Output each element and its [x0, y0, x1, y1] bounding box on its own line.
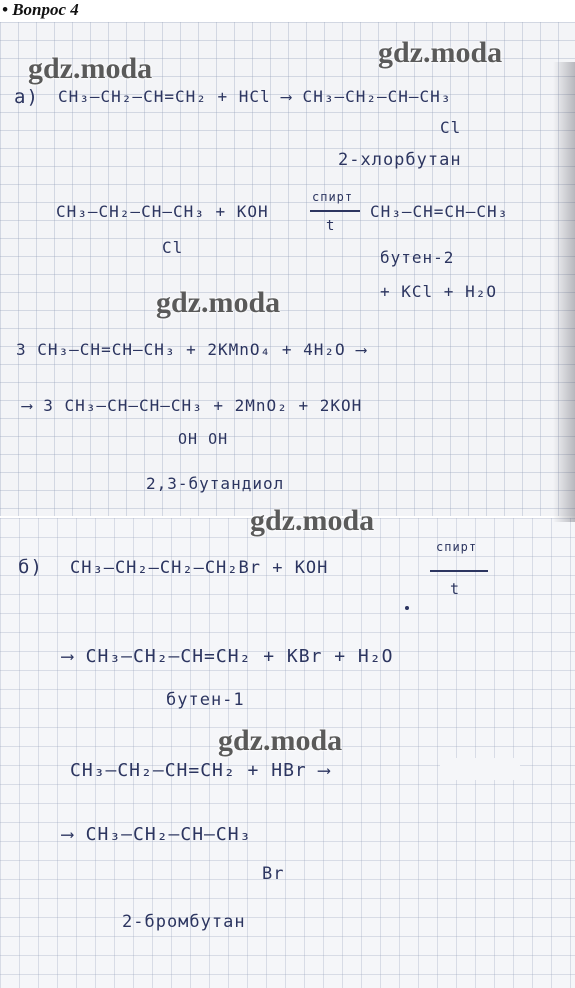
reaction-b4-substituent: Br: [262, 864, 285, 884]
product-name-a4: 2,3-бутандиол: [146, 474, 285, 493]
question-heading: • Вопрос 4: [2, 0, 79, 19]
watermark: gdz.moda: [250, 504, 375, 537]
reaction-b2: ⟶ CH₃–CH₂–CH=CH₂ + KBr + H₂O: [62, 646, 394, 667]
product-name-b4: 2-бромбутан: [122, 912, 246, 932]
ink-dot: [405, 606, 409, 610]
reaction-a2-product: CH₃–CH=CH–CH₃: [370, 202, 509, 221]
reaction-a2-substituent: Cl: [162, 238, 184, 257]
reaction-a2-condition-top: спирт: [312, 190, 354, 204]
product-name-b2: бутен-1: [166, 690, 245, 710]
part-a-label: а): [14, 86, 39, 108]
watermark: gdz.moda: [218, 724, 343, 757]
watermark: gdz.moda: [156, 286, 281, 319]
reaction-a1-substituent: Cl: [440, 118, 462, 137]
reaction-a2: CH₃–CH₂–CH–CH₃ + KOH: [56, 202, 269, 221]
product-name-a2: бутен-2: [380, 248, 455, 267]
product-name-a1: 2-хлорбутан: [338, 150, 462, 170]
page-edge-shadow: [553, 62, 575, 522]
reaction-a1: CH₃–CH₂–CH=CH₂ + HCl ⟶ CH₃–CH₂–CH–CH₃: [58, 87, 452, 106]
reaction-a4: ⟶ 3 CH₃–CH–CH–CH₃ + 2MnO₂ + 2KOH: [22, 396, 363, 415]
reaction-b1: CH₃–CH₂–CH₂–CH₂Br + KOH: [70, 558, 329, 578]
reaction-b3: CH₃–CH₂–CH=CH₂ + HBr ⟶: [70, 760, 331, 781]
watermark: gdz.moda: [28, 52, 153, 85]
part-b-label: б): [18, 556, 43, 578]
erased-area: [440, 758, 520, 780]
watermark: gdz.moda: [378, 36, 503, 69]
reaction-a2-arrow: [310, 210, 360, 212]
reaction-a3: 3 CH₃–CH=CH–CH₃ + 2KMnO₄ + 4H₂O ⟶: [16, 340, 367, 359]
reaction-b4: ⟶ CH₃–CH₂–CH–CH₃: [62, 824, 252, 845]
reaction-b1-arrow: [430, 570, 488, 572]
reaction-a4-substituents: OH OH: [178, 430, 229, 448]
reaction-b1-condition-bottom: t: [450, 580, 461, 598]
reaction-a2-byproducts: + KCl + H₂O: [380, 282, 497, 301]
reaction-a2-condition-bottom: t: [326, 218, 336, 234]
reaction-b1-condition-top: спирт: [436, 540, 478, 554]
